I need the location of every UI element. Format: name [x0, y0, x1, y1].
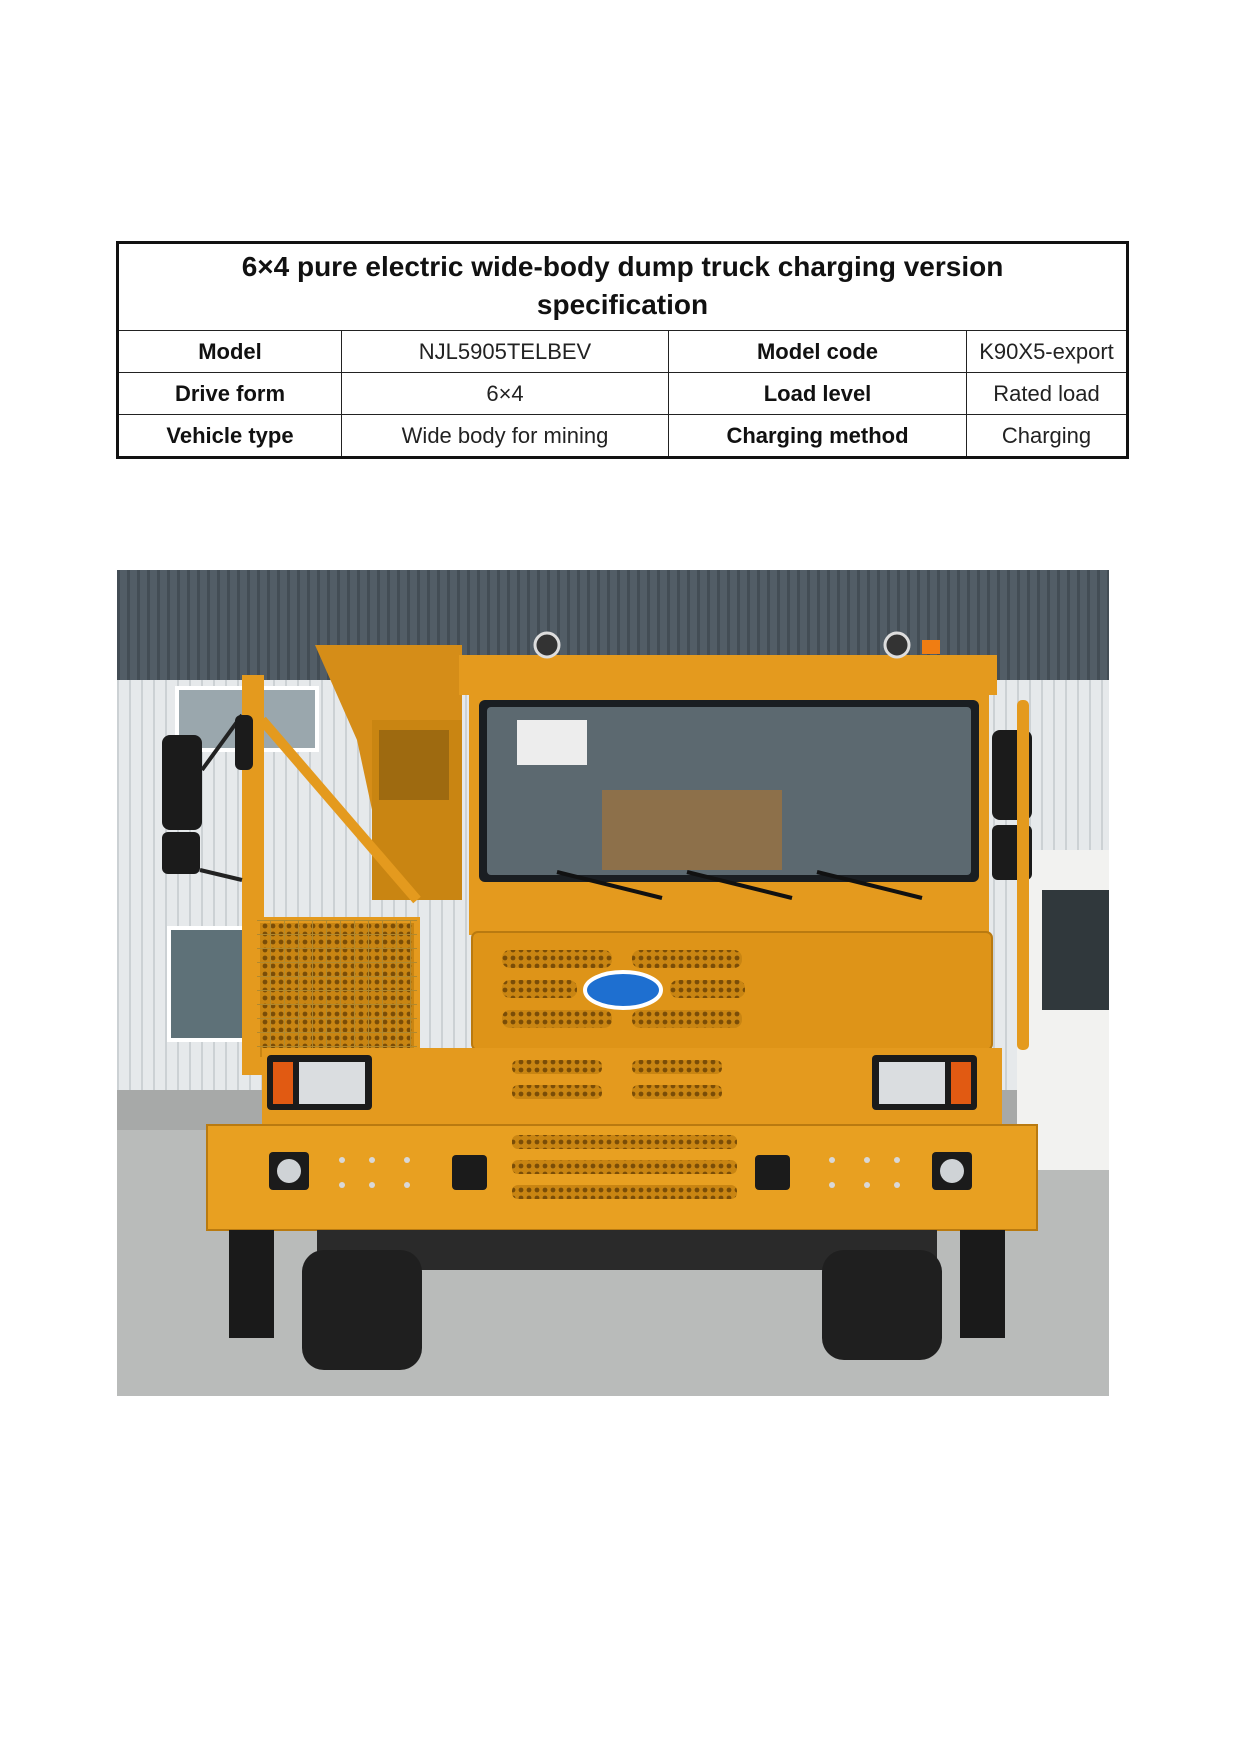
- mirror-icon: [162, 832, 200, 874]
- load-level-label: Load level: [669, 373, 967, 415]
- badge-logo: [585, 972, 661, 1008]
- table-row: [118, 331, 1128, 373]
- windshield-sticker: [517, 720, 587, 765]
- tow-hook-icon: [452, 1155, 487, 1190]
- cab-visor: [459, 655, 997, 695]
- tow-hook-icon: [755, 1155, 790, 1190]
- beacon-icon: [922, 640, 940, 654]
- drive-form-value: 6×4: [342, 373, 669, 415]
- spec-table: [116, 241, 1129, 459]
- dump-shadow: [379, 730, 449, 800]
- roof-lamp-icon: [885, 633, 909, 657]
- truck-photo: [117, 570, 1109, 1396]
- right-handrail: [1017, 700, 1029, 1050]
- drive-form-label: Drive form: [118, 373, 342, 415]
- truck-illustration: [117, 570, 1109, 1396]
- mirror-icon: [162, 735, 202, 830]
- spec-title: [118, 243, 1128, 331]
- tyre-left: [302, 1250, 422, 1370]
- charging-method-label: Charging method: [669, 415, 967, 458]
- model-code-label: Model code: [669, 331, 967, 373]
- roof-lamp-icon: [535, 633, 559, 657]
- load-level-value: Rated load: [967, 373, 1128, 415]
- model-code-value: K90X5-export: [967, 331, 1128, 373]
- window: [169, 928, 249, 1040]
- table-row: [118, 415, 1128, 458]
- table-row: [118, 373, 1128, 415]
- bumper-grille: [512, 1135, 737, 1149]
- second-truck-window: [1042, 890, 1109, 1010]
- mudflap-left: [229, 1230, 274, 1338]
- tyre-right: [822, 1250, 942, 1360]
- model-value: NJL5905TELBEV: [342, 331, 669, 373]
- vehicle-type-value: Wide body for mining: [342, 415, 669, 458]
- mudflap-right: [960, 1230, 1005, 1338]
- spec-title-line1: 6×4 pure electric wide-body dump truck charging version: [241, 251, 1004, 282]
- vehicle-type-label: Vehicle type: [118, 415, 342, 458]
- model-label: Model: [118, 331, 342, 373]
- charging-method-value: Charging: [967, 415, 1128, 458]
- spec-title-line2: specification: [536, 289, 709, 320]
